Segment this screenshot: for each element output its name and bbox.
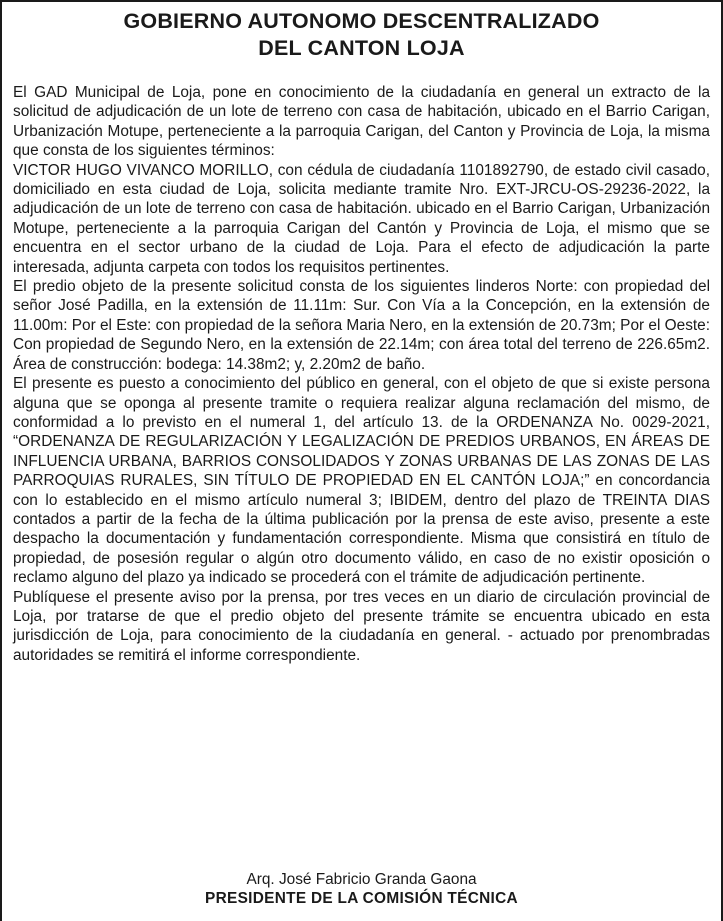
signatory-name: Arq. José Fabricio Granda Gaona: [246, 871, 477, 888]
paragraph-publication: Publíquese el presente aviso por la prensa, por tres veces en un diario de circulación provincial de Loja, por tratarse de que el predio objeto del presente trámite se encuentra ubicado en esta jurisdicción de Loja, para conocimiento de la ciudadanía en general. - actuado por prenombradas autoridades se remitirá el informe correspondiente.: [13, 588, 710, 664]
title-line-2: DEL CANTON LOJA: [258, 36, 465, 60]
signatory-role: PRESIDENTE DE LA COMISIÓN TÉCNICA: [205, 890, 518, 907]
paragraph-intro: El GAD Municipal de Loja, pone en conocimiento de la ciudadanía en general un extracto de la solicitud de adjudicación de un lote de terreno con casa de habitación, ubicado en el Barrio Carigan, Urbanización Motupe, perteneciente a la parroquia Carigan, del Canton y Provincia de Loja, la misma que consta de los siguientes términos:: [13, 84, 710, 160]
notice-body: [2, 62, 721, 665]
title-line-1: GOBIERNO AUTONOMO DESCENTRALIZADO: [123, 9, 600, 33]
notice-title: [2, 2, 721, 62]
paragraph-legal-notice: El presente es puesto a conocimiento del público en general, con el objeto de que si existe persona alguna que se oponga al presente tramite o requiera realizar alguna reclamación del mismo, de conformidad a lo previsto en el numeral 1, del artículo 13. de la ORDENANZA No. 0029-2021, “ORDENANZA DE REGULARIZACIÓN Y LEGALIZACIÓN DE PREDIOS URBANOS, EN ÁREAS DE INFLUENCIA URBANA, BARRIOS CONSOLIDADOS Y ZONAS URBANAS DE LAS ZONAS DE LAS PARROQUIAS RURALES, SIN TÍTULO DE PROPIEDAD EN EL CANTÓN LOJA;” en concordancia con lo establecido en el mismo artículo numeral 3; IBIDEM, dentro del plazo de TREINTA DIAS contados a partir de la fecha de la última publicación por la prensa de este aviso, presente a este despacho la documentación y fundamentación correspondiente. Misma que consistirá en título de propiedad, de posesión regular o algún otro documento válido, en caso de no existir oposición o reclamo alguno del plazo ya indicado se procederá con el trámite de adjudicación pertinente.: [13, 375, 710, 587]
paragraph-applicant: VICTOR HUGO VIVANCO MORILLO, con cédula de ciudadanía 1101892790, de estado civil casado, domiciliado en esta ciudad de Loja, solicita mediante tramite Nro. EXT-JRCU-OS-29236-2022, la adjudicación de un lote de terreno con casa de habitación. ubicado en el Barrio Carigan, Urbanización Motupe, perteneciente a la parroquia Carigan del Cantón y Provincia de Loja, el mismo que se encuentra en el sector urbano de la ciudad de Loja. Para el efecto de adjudicación la parte interesada, adjunta carpeta con todos los requisitos pertinentes.: [13, 161, 710, 276]
signature-block: [2, 870, 721, 908]
paragraph-boundaries: El predio objeto de la presente solicitud consta de los siguientes linderos Norte: con propiedad del señor José Padilla, en la extensión de 11.11m: Sur. Con Vía a la Concepción, en la extensión de 11.00m: Por el Este: con propiedad de la señora Maria Nero, en la extensión de 20.73m; Por el Oeste: Con propiedad de Segundo Nero, en la extensión de 22.14m; con área total del terreno de 226.65m2. Área de construcción: bodega: 14.38m2; y, 2.20m2 de baño.: [13, 278, 710, 373]
